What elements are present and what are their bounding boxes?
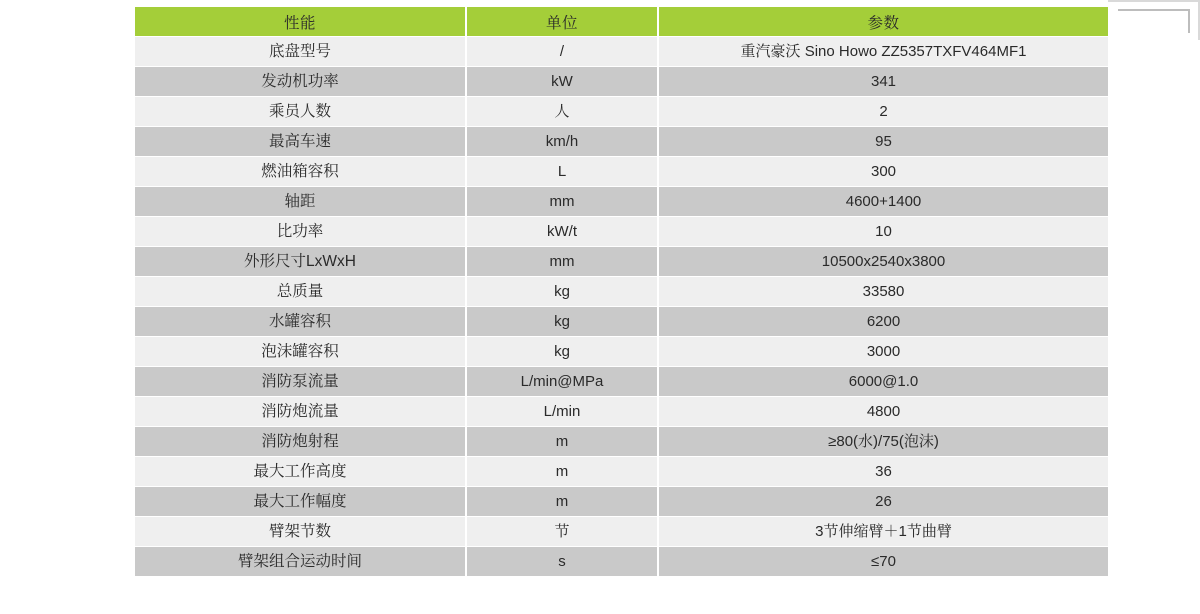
table-row — [135, 277, 1108, 306]
cell-unit: kg — [467, 337, 657, 366]
table-row — [135, 97, 1108, 126]
cell-value: 300 — [659, 157, 1108, 186]
column-header-unit: 单位 — [467, 7, 657, 36]
column-header-value: 参数 — [659, 7, 1108, 36]
table-body — [135, 37, 1108, 576]
table-row — [135, 367, 1108, 396]
cell-property-name: 燃油箱容积 — [135, 157, 465, 186]
cell-value: ≥80(水)/75(泡沫) — [659, 427, 1108, 456]
cell-property-name: 轴距 — [135, 187, 465, 216]
table-row — [135, 187, 1108, 216]
cell-value: 95 — [659, 127, 1108, 156]
cell-unit: L/min — [467, 397, 657, 426]
cell-unit: mm — [467, 247, 657, 276]
cell-value: 6000@1.0 — [659, 367, 1108, 396]
cell-value: 26 — [659, 487, 1108, 516]
cell-property-name: 泡沫罐容积 — [135, 337, 465, 366]
decoration-bar-inner-right — [1188, 9, 1190, 33]
table-row — [135, 217, 1108, 246]
cell-value: 4600+1400 — [659, 187, 1108, 216]
table-row — [135, 457, 1108, 486]
cell-value: 10500x2540x3800 — [659, 247, 1108, 276]
cell-unit: 节 — [467, 517, 657, 546]
table-row — [135, 67, 1108, 96]
cell-property-name: 外形尺寸LxWxH — [135, 247, 465, 276]
cell-property-name: 消防炮流量 — [135, 397, 465, 426]
cell-value: 33580 — [659, 277, 1108, 306]
table-row — [135, 397, 1108, 426]
cell-unit: kg — [467, 277, 657, 306]
cell-value: 341 — [659, 67, 1108, 96]
cell-unit: 人 — [467, 97, 657, 126]
table-row — [135, 487, 1108, 516]
cell-property-name: 臂架组合运动时间 — [135, 547, 465, 576]
cell-unit: L/min@MPa — [467, 367, 657, 396]
corner-decoration — [1108, 0, 1200, 40]
decoration-bar-top — [1108, 0, 1200, 2]
cell-value: 3000 — [659, 337, 1108, 366]
cell-unit: km/h — [467, 127, 657, 156]
cell-property-name: 总质量 — [135, 277, 465, 306]
cell-unit: kW — [467, 67, 657, 96]
table-row — [135, 247, 1108, 276]
cell-unit: kg — [467, 307, 657, 336]
cell-value: 10 — [659, 217, 1108, 246]
cell-unit: mm — [467, 187, 657, 216]
table-row — [135, 37, 1108, 66]
cell-unit: m — [467, 427, 657, 456]
cell-unit: L — [467, 157, 657, 186]
cell-unit: / — [467, 37, 657, 66]
cell-unit: m — [467, 487, 657, 516]
cell-property-name: 最大工作高度 — [135, 457, 465, 486]
cell-value: 6200 — [659, 307, 1108, 336]
cell-unit: m — [467, 457, 657, 486]
cell-unit: kW/t — [467, 217, 657, 246]
table-row — [135, 307, 1108, 336]
table-row — [135, 427, 1108, 456]
specification-table — [133, 6, 1110, 577]
cell-value: 36 — [659, 457, 1108, 486]
cell-property-name: 乘员人数 — [135, 97, 465, 126]
cell-property-name: 消防炮射程 — [135, 427, 465, 456]
table-row — [135, 337, 1108, 366]
cell-property-name: 比功率 — [135, 217, 465, 246]
specification-table-container — [133, 6, 1106, 577]
cell-property-name: 最高车速 — [135, 127, 465, 156]
cell-value: ≤70 — [659, 547, 1108, 576]
cell-property-name: 最大工作幅度 — [135, 487, 465, 516]
table-row — [135, 547, 1108, 576]
cell-property-name: 底盘型号 — [135, 37, 465, 66]
cell-property-name: 发动机功率 — [135, 67, 465, 96]
cell-property-name: 臂架节数 — [135, 517, 465, 546]
cell-value: 2 — [659, 97, 1108, 126]
table-row — [135, 127, 1108, 156]
table-row — [135, 157, 1108, 186]
table-header — [135, 7, 1108, 36]
cell-value: 4800 — [659, 397, 1108, 426]
cell-value: 3节伸缩臂＋1节曲臂 — [659, 517, 1108, 546]
column-header-name: 性能 — [135, 7, 465, 36]
table-row — [135, 517, 1108, 546]
cell-value: 重汽豪沃 Sino Howo ZZ5357TXFV464MF1 — [659, 37, 1108, 66]
table-header-row — [135, 7, 1108, 36]
decoration-bar-inner-top — [1118, 9, 1190, 11]
cell-unit: s — [467, 547, 657, 576]
cell-property-name: 水罐容积 — [135, 307, 465, 336]
cell-property-name: 消防泵流量 — [135, 367, 465, 396]
